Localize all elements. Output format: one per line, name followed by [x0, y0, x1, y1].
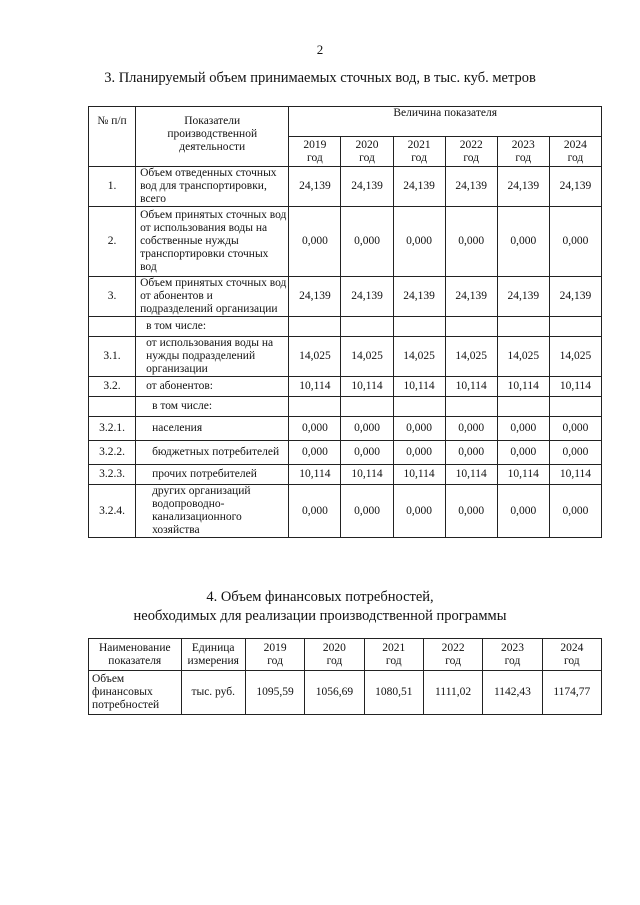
year-header: 2021 год — [393, 137, 445, 167]
value-cell: 10,114 — [289, 465, 341, 485]
row-indicator: других организаций водопроводно-канализационного хозяйства — [136, 485, 289, 538]
row-number: 3.2.2. — [89, 441, 136, 465]
value-cell — [445, 317, 497, 337]
value-cell: 0,000 — [289, 485, 341, 538]
value-cell: 24,139 — [549, 277, 601, 317]
section-3-title: 3. Планируемый объем принимаемых сточных вод, в тыс. куб. метров — [104, 70, 536, 86]
value-cell: 0,000 — [549, 441, 601, 465]
value-cell: 0,000 — [445, 207, 497, 277]
value-cell — [497, 317, 549, 337]
value-cell: 10,114 — [393, 377, 445, 397]
value-cell — [549, 317, 601, 337]
row-indicator: Объем принятых сточных вод от использования воды на собственные нужды транспортировки сточных вод — [136, 207, 289, 277]
table-row — [89, 485, 602, 538]
value-cell: 0,000 — [549, 207, 601, 277]
financial-needs-table — [88, 638, 602, 715]
row-indicator: прочих потребителей — [136, 465, 289, 485]
value-cell: 24,139 — [497, 277, 549, 317]
financial-value: 1095,59 — [245, 671, 304, 715]
year-header: 2023 год — [483, 639, 542, 671]
value-cell: 10,114 — [549, 377, 601, 397]
table-row — [89, 441, 602, 465]
wastewater-volume-table — [88, 106, 602, 538]
value-cell — [497, 397, 549, 417]
value-cell: 0,000 — [289, 417, 341, 441]
value-cell: 0,000 — [497, 485, 549, 538]
financial-value: 1080,51 — [364, 671, 423, 715]
value-cell: 10,114 — [393, 465, 445, 485]
value-cell: 0,000 — [549, 485, 601, 538]
value-cell: 0,000 — [445, 441, 497, 465]
row-indicator: Объем отведенных сточных вод для транспортировки, всего — [136, 167, 289, 207]
row-number: 1. — [89, 167, 136, 207]
value-cell — [393, 317, 445, 337]
row-number: 3.2.3. — [89, 465, 136, 485]
year-header: 2022 год — [423, 639, 482, 671]
row-number: 3. — [89, 277, 136, 317]
financial-value: 1142,43 — [483, 671, 542, 715]
row-number: 3.2.4. — [89, 485, 136, 538]
value-cell — [393, 397, 445, 417]
row-number: 3.2. — [89, 377, 136, 397]
value-cell: 0,000 — [497, 417, 549, 441]
value-cell: 14,025 — [549, 337, 601, 377]
financial-value: 1174,77 — [542, 671, 601, 715]
value-cell: 10,114 — [497, 465, 549, 485]
value-cell: 24,139 — [445, 167, 497, 207]
value-cell — [341, 317, 393, 337]
value-cell: 0,000 — [341, 441, 393, 465]
value-cell: 10,114 — [341, 377, 393, 397]
table-row — [89, 207, 602, 277]
header-name: Наименование показателя — [89, 639, 182, 671]
value-cell: 14,025 — [445, 337, 497, 377]
value-cell: 0,000 — [497, 441, 549, 465]
section-4-title-line2: необходимых для реализации производственной программы — [133, 608, 507, 624]
header-num: № п/п — [89, 107, 136, 167]
year-header: 2024 год — [549, 137, 601, 167]
value-cell: 0,000 — [341, 417, 393, 441]
value-cell: 0,000 — [549, 417, 601, 441]
value-cell: 10,114 — [341, 465, 393, 485]
financial-header-row — [89, 639, 602, 671]
value-cell — [289, 397, 341, 417]
row-indicator: от абонентов: — [136, 377, 289, 397]
row-indicator: бюджетных потребителей — [136, 441, 289, 465]
table-row — [89, 167, 602, 207]
header-unit: Единица измерения — [181, 639, 245, 671]
financial-value: 1111,02 — [423, 671, 482, 715]
row-number — [89, 317, 136, 337]
table-row — [89, 317, 602, 337]
value-cell — [341, 397, 393, 417]
financial-value: 1056,69 — [305, 671, 364, 715]
value-cell: 14,025 — [393, 337, 445, 377]
value-cell: 24,139 — [393, 277, 445, 317]
value-cell: 0,000 — [393, 485, 445, 538]
value-cell: 24,139 — [289, 277, 341, 317]
row-indicator: в том числе: — [136, 317, 289, 337]
wastewater-table-body — [89, 167, 602, 538]
value-cell: 14,025 — [289, 337, 341, 377]
table-row — [89, 465, 602, 485]
value-cell: 24,139 — [549, 167, 601, 207]
row-number: 3.1. — [89, 337, 136, 377]
table-row — [89, 337, 602, 377]
value-cell: 24,139 — [497, 167, 549, 207]
year-header: 2022 год — [445, 137, 497, 167]
year-header: 2024 год — [542, 639, 601, 671]
financial-row-unit: тыс. руб. — [181, 671, 245, 715]
value-cell: 24,139 — [289, 167, 341, 207]
header-indicators: Показатели производственной деятельности — [136, 107, 289, 167]
value-cell: 10,114 — [289, 377, 341, 397]
value-cell: 0,000 — [341, 485, 393, 538]
row-indicator: в том числе: — [136, 397, 289, 417]
table-row — [89, 417, 602, 441]
value-cell: 10,114 — [497, 377, 549, 397]
value-cell: 14,025 — [341, 337, 393, 377]
value-cell: 0,000 — [445, 485, 497, 538]
year-header: 2019 год — [245, 639, 304, 671]
value-cell — [289, 317, 341, 337]
value-cell: 24,139 — [341, 277, 393, 317]
row-indicator: населения — [136, 417, 289, 441]
value-cell: 0,000 — [393, 207, 445, 277]
row-number — [89, 397, 136, 417]
year-header: 2019 год — [289, 137, 341, 167]
table-row — [89, 397, 602, 417]
value-cell: 0,000 — [393, 441, 445, 465]
year-header: 2020 год — [305, 639, 364, 671]
year-header: 2021 год — [364, 639, 423, 671]
value-cell: 0,000 — [289, 207, 341, 277]
financial-row — [89, 671, 602, 715]
page-number: 2 — [316, 42, 324, 57]
table-row — [89, 277, 602, 317]
value-cell: 0,000 — [393, 417, 445, 441]
value-cell: 0,000 — [497, 207, 549, 277]
row-indicator: Объем принятых сточных вод от абонентов и подразделений организации — [136, 277, 289, 317]
row-number: 3.2.1. — [89, 417, 136, 441]
year-header: 2023 год — [497, 137, 549, 167]
value-cell: 10,114 — [445, 465, 497, 485]
value-cell — [549, 397, 601, 417]
value-cell: 24,139 — [393, 167, 445, 207]
section-4-title — [0, 588, 640, 626]
header-value: Величина показателя — [289, 107, 602, 137]
financial-row-name: Объем финансовых потребностей — [89, 671, 182, 715]
row-number: 2. — [89, 207, 136, 277]
value-cell: 0,000 — [445, 417, 497, 441]
value-cell: 10,114 — [445, 377, 497, 397]
value-cell: 10,114 — [549, 465, 601, 485]
row-indicator: от использования воды на нужды подразделений организации — [136, 337, 289, 377]
value-cell: 14,025 — [497, 337, 549, 377]
value-cell: 24,139 — [445, 277, 497, 317]
section-4-title-line1: 4. Объем финансовых потребностей, — [206, 589, 434, 605]
value-cell: 24,139 — [341, 167, 393, 207]
value-cell: 0,000 — [289, 441, 341, 465]
value-cell: 0,000 — [341, 207, 393, 277]
value-cell — [445, 397, 497, 417]
table-row — [89, 377, 602, 397]
year-header: 2020 год — [341, 137, 393, 167]
